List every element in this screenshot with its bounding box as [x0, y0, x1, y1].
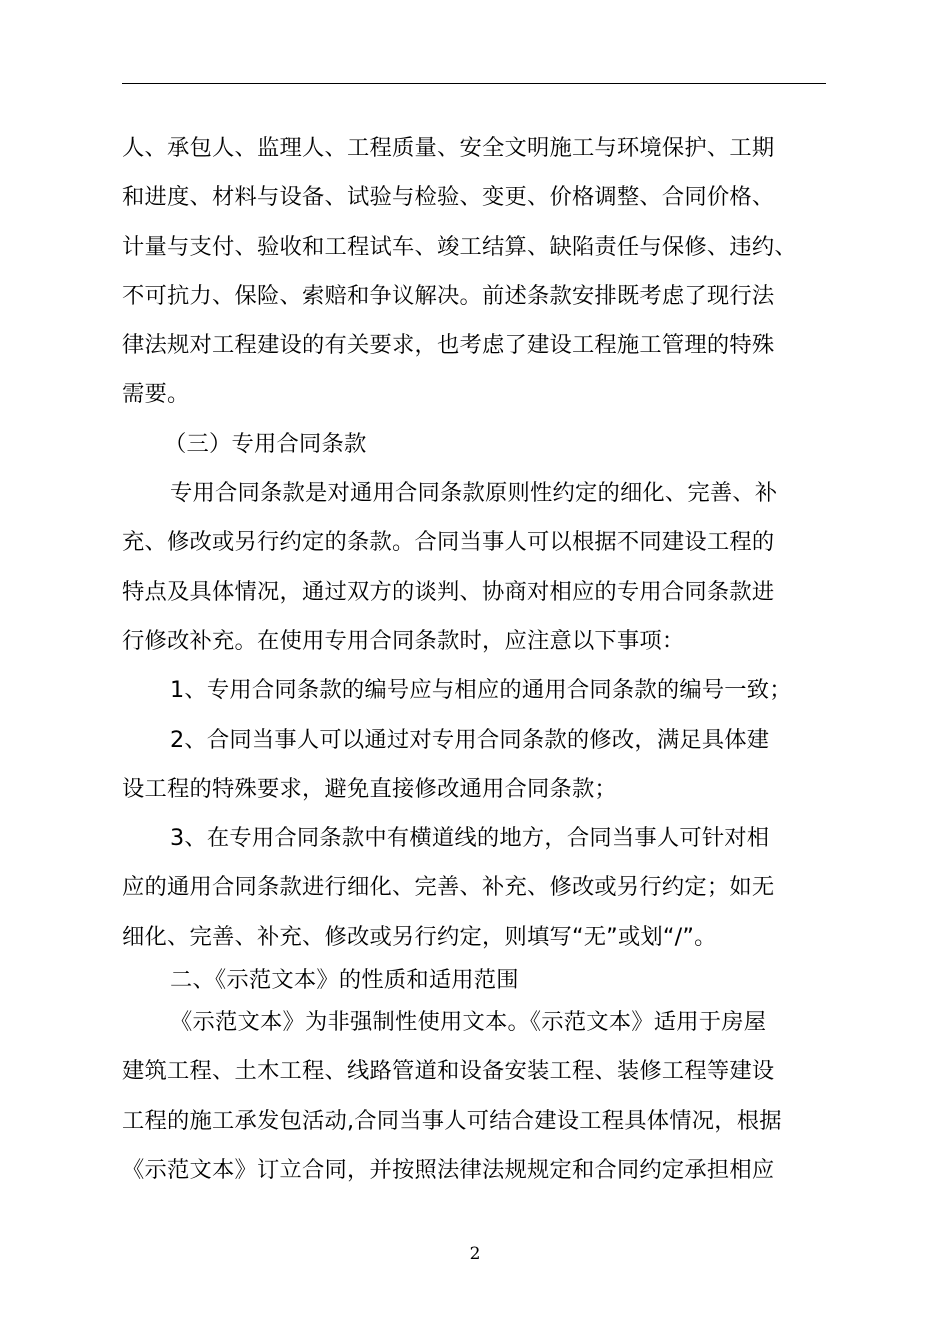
list-item: 3、在专用合同条款中有横道线的地方，合同当事人可针对相: [170, 825, 770, 852]
text-line: 不可抗力、保险、索赔和争议解决。前述条款安排既考虑了现行法: [122, 282, 775, 309]
section-heading: （三）专用合同条款: [164, 430, 367, 457]
text-line: 专用合同条款是对通用合同条款原则性约定的细化、完善、补: [170, 480, 778, 507]
text-line: 《示范文本》为非强制性使用文本。《示范文本》适用于房屋: [170, 1009, 767, 1036]
section-heading: 二、《示范文本》的性质和适用范围: [170, 967, 519, 994]
page-number: 2: [469, 1244, 481, 1264]
text-line: 《示范文本》订立合同，并按照法律法规规定和合同约定承担相应: [122, 1156, 775, 1183]
text-line: 行修改补充。在使用专用合同条款时，应注意以下事项：: [122, 627, 685, 654]
text-line: 建筑工程、土木工程、线路管道和设备安装工程、装修工程等建设: [122, 1058, 775, 1085]
list-item: 1、专用合同条款的编号应与相应的通用合同条款的编号一致；: [170, 677, 792, 704]
list-item: 2、合同当事人可以通过对专用合同条款的修改，满足具体建: [170, 726, 770, 753]
text-line: 和进度、材料与设备、试验与检验、变更、价格调整、合同价格、: [122, 184, 775, 211]
text-line: 充、修改或另行约定的条款。合同当事人可以根据不同建设工程的: [122, 529, 775, 556]
text-line: 工程的施工承发包活动,合同当事人可结合建设工程具体情况，根据: [122, 1107, 782, 1134]
text-line: 需要。: [122, 381, 190, 408]
text-line: 计量与支付、验收和工程试车、竣工结算、缺陷责任与保修、违约、: [122, 233, 797, 260]
text-line: 特点及具体情况，通过双方的谈判、协商对相应的专用合同条款进: [122, 578, 775, 605]
text-line: 设工程的特殊要求，避免直接修改通用合同条款；: [122, 775, 617, 802]
text-line: 律法规对工程建设的有关要求，也考虑了建设工程施工管理的特殊: [122, 332, 775, 359]
text-line: 细化、完善、补充、修改或另行约定，则填写“无”或划“/”。: [122, 923, 717, 950]
text-line: 人、承包人、监理人、工程质量、安全文明施工与环境保护、工期: [122, 135, 775, 161]
header-rule: [122, 83, 826, 84]
text-line: 应的通用合同条款进行细化、完善、补充、修改或另行约定；如无: [122, 874, 775, 901]
document-body: [122, 124, 826, 1195]
